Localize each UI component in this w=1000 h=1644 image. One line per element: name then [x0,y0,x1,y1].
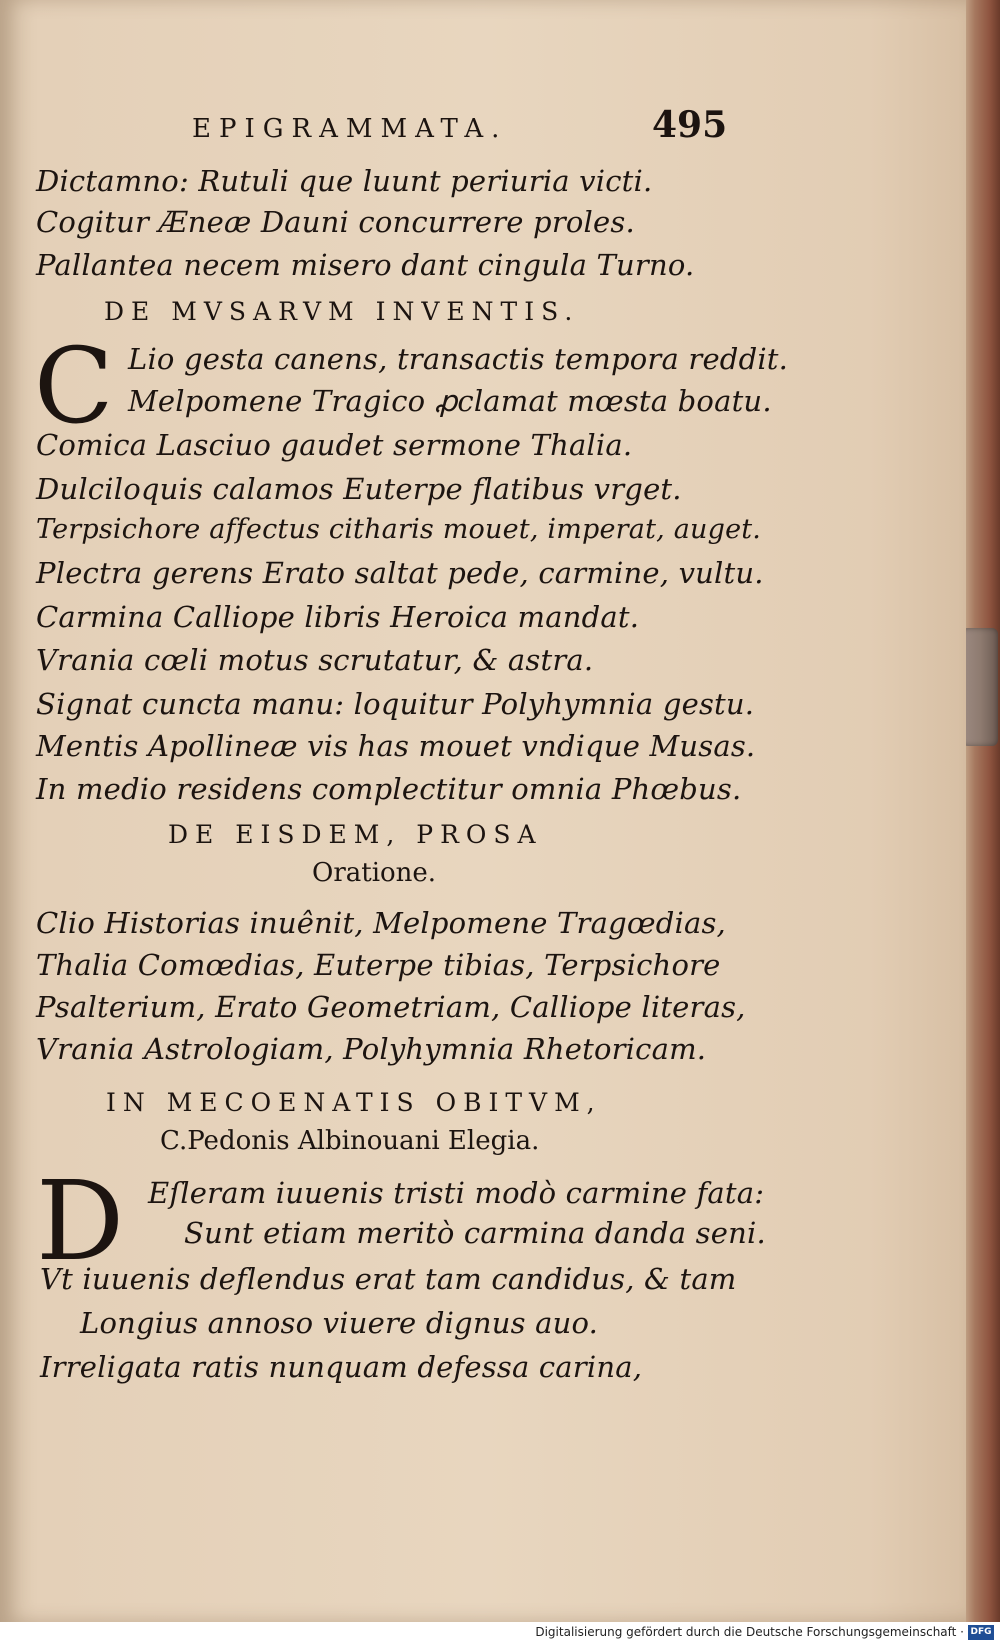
verse-line: Lio gesta canens, transactis tempora reddit. [128,342,789,376]
section-subtitle: Oratione. [312,858,437,888]
running-title: EPIGRAMMATA. [192,114,508,144]
page-number: 495 [652,104,728,146]
section-title: DE EISDEM, PROSA [168,820,543,849]
prose-line: Psalterium, Erato Geometriam, Calliope literas, [36,990,746,1024]
verse-line: Pallantea necem misero dant cingula Turno. [36,248,695,282]
verse-line: Vrania cœli motus scrutatur, & astra. [36,643,594,677]
section-title: IN MECOENATIS OBITVM, [106,1088,602,1117]
verse-line: Terpsichore affectus citharis mouet, imperat, auget. [36,514,762,545]
verse-line: Vt iuuenis deflendus erat tam candidus, & tam [40,1262,737,1296]
verse-line: Signat cuncta manu: loquitur Polyhymnia gestu. [36,687,755,721]
prose-line: Thalia Comœdias, Euterpe tibias, Terpsichore [36,948,721,982]
verse-line: Plectra gerens Erato saltat pede, carmine, vultu. [36,556,764,590]
verse-line: Dictamno: Rutuli que luunt periuria victi. [36,164,653,198]
digitization-footer [0,1622,1000,1644]
drop-capital: C [34,325,114,447]
verse-line: Carmina Calliope libris Heroica mandat. [36,600,640,634]
verse-line: In medio residens complectitur omnia Phœbus. [36,772,742,806]
verse-line: Melpomene Tragico ꝓclamat mœsta boatu. [128,384,772,418]
verse-line: Longius annoso viuere dignus auo. [80,1306,599,1340]
drop-capital: D [36,1157,125,1285]
book-fore-edge [964,0,1000,1622]
section-subtitle: C.Pedonis Albinouani Elegia. [160,1126,540,1156]
section-title: DE MVSARVM INVENTIS. [104,297,580,326]
verse-line: Mentis Apollineæ vis has mouet vndique Musas. [36,729,756,763]
verse-line: Irreligata ratis nunquam defessa carina, [40,1350,643,1384]
verse-line: Comica Lasciuo gaudet sermone Thalia. [36,428,633,462]
funding-credit: Digitalisierung gefördert durch die Deutsche Forschungsgemeinschaft · [535,1625,964,1639]
verse-line: Cogitur Æneæ Dauni concurrere proles. [36,205,635,239]
prose-line: Vrania Astrologiam, Polyhymnia Rhetoricam. [36,1032,707,1066]
prose-line: Clio Historias inuênit, Melpomene Tragœdias, [36,906,726,940]
dfg-logo: DFG [968,1625,994,1640]
verse-line: Dulciloquis calamos Euterpe flatibus vrget. [36,472,682,506]
verse-line: Eſleram iuuenis tristi modò carmine fata: [148,1176,765,1210]
verse-line: Sunt etiam meritò carmina danda seni. [184,1216,766,1250]
